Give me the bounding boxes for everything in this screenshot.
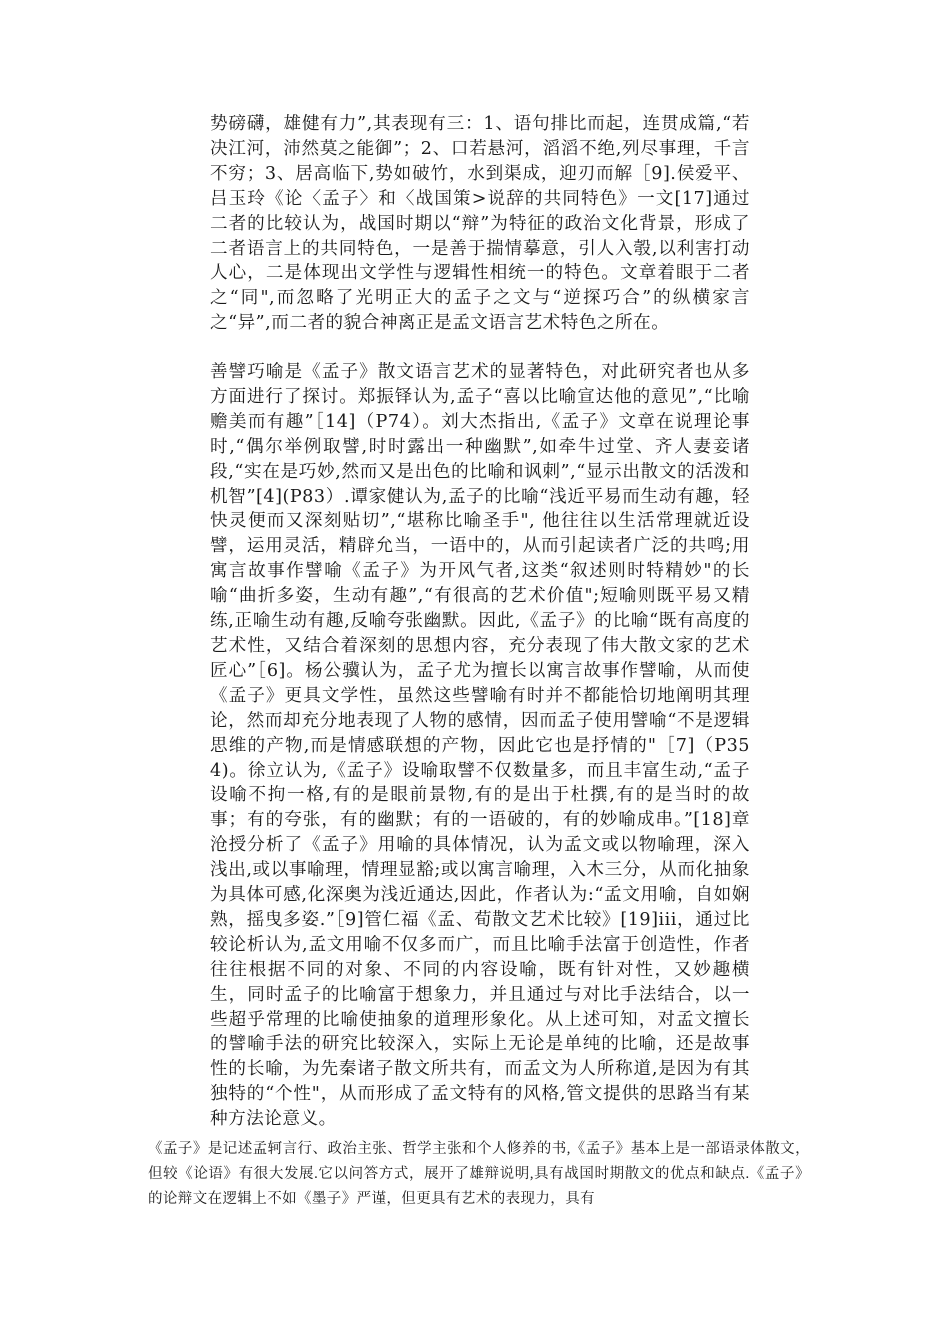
body-paragraph-1: 势磅礴，雄健有力”,其表现有三：1、语句排比而起，连贯成篇,“若决江河，沛然莫之能御”；2、口若悬河，滔滔不绝,列尽事理，千言不穷；3、居高临下,势如破竹，水到渠成，迎刃而解［9].侯爱平、吕玉玲《论〈孟子〉和〈战国策>说辞的共同特色》一文[17]通过二者的比较认为，战国时期以“辩”为特征的政治文化背景，形成了二者语言上的共同特色，一是善于揣情摹意，引人入彀,以利害打动人心，二是体现出文学性与逻辑性相统一的特色。文章着眼于二者之“同",而忽略了光明正大的孟子之文与“逆探巧合”的纵横家言之“异”,而二者的貌合神离正是孟文语言艺术特色之所在。 (210, 114, 750, 334)
body-paragraph-2: 善譬巧喻是《孟子》散文语言艺术的显著特色，对此研究者也从多方面进行了探讨。郑振铎认为,孟子“喜以比喻宣达他的意见”,“比喻赡美而有趣”［14]（P74）。刘大杰指出,《孟子》文章在说理论事时,“偶尔举例取譬,时时露出一种幽默”,如牵牛过堂、齐人妻妾诸段,“实在是巧妙,然而又是出色的比喻和讽刺”,“显示出散文的活泼和机智”[4](P83）.谭家健认为,孟子的比喻“浅近平易而生动有趣，轻快灵便而又深刻贴切”,“堪称比喻圣手", 他往往以生活常理就近设譬，运用灵活，精辟允当，一语中的，从而引起读者广泛的共鸣;用寓言故事作譬喻《孟子》为开风气者,这类“叙述则时特精妙"的长喻“曲折多姿，生动有趣”,“有很高的艺术价值";短喻则既平易又精练,正喻生动有趣,反喻夸张幽默。因此,《孟子》的比喻“既有高度的艺术性，又结合着深刻的思想内容，充分表现了伟大散文家的艺术匠心”［6]。杨公骥认为，孟子尤为擅长以寓言故事作譬喻，从而使《孟子》更具文学性，虽然这些譬喻有时并不都能恰切地阐明其理论，然而却充分地表现了人物的感情，因而孟子使用譬喻“不是逻辑思维的产物,而是情感联想的产物，因此它也是抒情的"［7]（P354)。徐立认为,《孟子》设喻取譬不仅数量多，而且丰富生动,“孟子设喻不拘一格,有的是眼前景物,有的是出于杜撰,有的是当时的故事；有的夸张，有的幽默；有的一语破的，有的妙喻成串。”[18]章沧授分析了《孟子》用喻的具体情况，认为孟文或以物喻理，深入浅出,或以事喻理，情理显豁;或以寓言喻理，入木三分，从而化抽象为具体可感,化深奥为浅近通达,因此，作者认为:“孟文用喻，自如娴熟，摇曳多姿.”［9]管仁福《孟、荀散文艺术比较》[19]iii，通过比较论析认为,孟文用喻不仅多而广，而且比喻手法富于创造性，作者往往根据不同的对象、不同的内容设喻，既有针对性，又妙趣横生，同时孟子的比喻富于想象力，并且通过与对比手法结合，以一些超乎常理的比喻使抽象的道理形象化。从上述可知，对孟文擅长的譬喻手法的研究比较深入，实际上无论是单纯的比喻，还是故事性的长喻，为先秦诸子散文所共有，而孟文为人所称道,是因为有其独特的“个性"，从而形成了孟文特有的风格,管文提供的思路当有某种方法论意义。 (210, 362, 750, 1130)
footer-paragraph: 《孟子》是记述孟轲言行、政治主张、哲学主张和个人修养的书,《孟子》基本上是一部语录体散文，但较《论语》有很大发展.它以问答方式，展开了雄辩说明,具有战国时期散文的优点和缺点.《孟子》的论辩文在逻辑上不如《墨子》严谨，但更具有艺术的表现力，具有 (148, 1141, 810, 1207)
